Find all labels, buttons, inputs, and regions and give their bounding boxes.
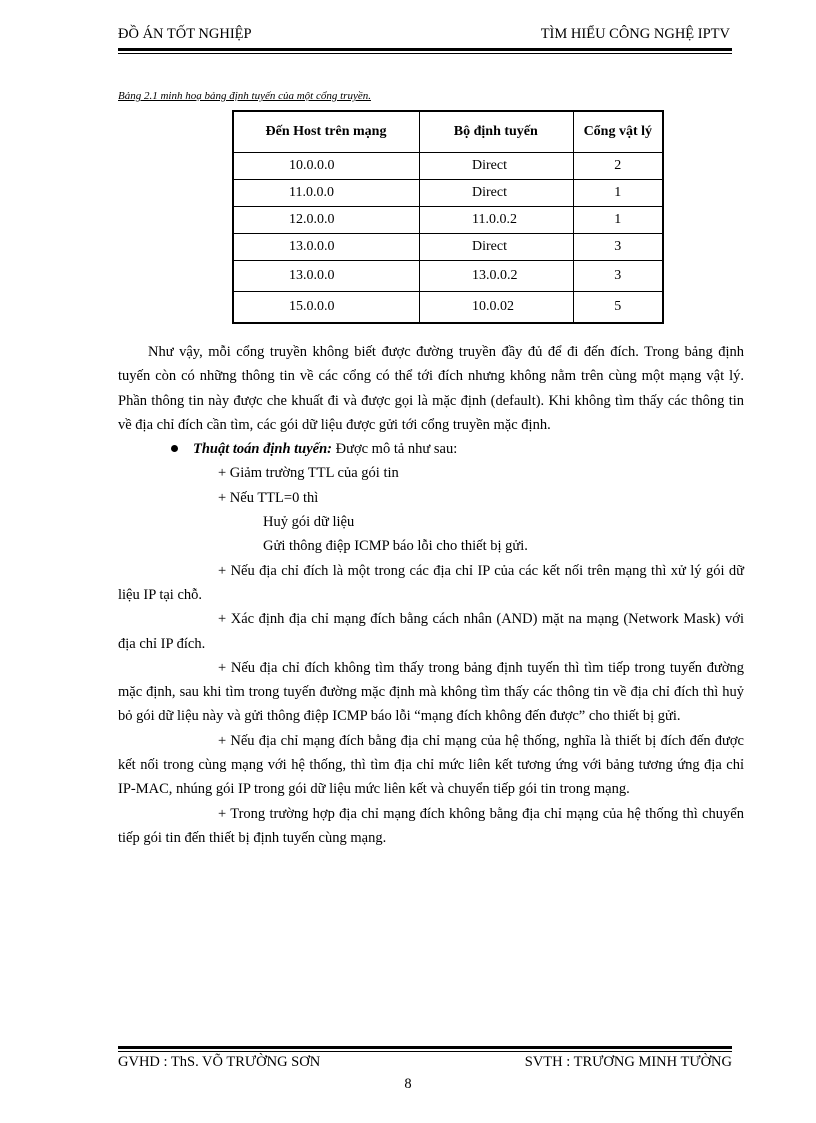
step-ttl-drop: Huỷ gói dữ liệu xyxy=(263,514,355,531)
step-same-network: + Nếu địa chỉ mạng đích bằng địa chỉ mạng của hệ thống, nghĩa là thiết bị đích đến được kết nối trong cùng mạng với hệ thống, thì tìm địa chỉ mức liên kết tương ứng với bảng tương ứng địa chỉ IP-MAC, nhúng gói IP trong gói dữ liệu mức liên kết và chuyển tiếp gói tin trong mạng. xyxy=(118,732,744,798)
header-right-title: TÌM HIỂU CÔNG NGHỆ IPTV xyxy=(540,26,730,42)
footer-student: SVTH : TRƯƠNG MINH TƯỜNG xyxy=(524,1054,732,1070)
column-header-port: Cổng vật lý xyxy=(573,111,663,153)
table-row xyxy=(233,234,663,261)
bullet-description: Được mô tả như sau: xyxy=(332,441,458,458)
table-row xyxy=(233,261,663,292)
table-row xyxy=(233,153,663,180)
footer-supervisor: GVHD : ThS. VÕ TRƯỜNG SƠN xyxy=(118,1054,321,1070)
cell-host: 11.0.0.0 xyxy=(233,180,420,207)
step-ttl-icmp: Gửi thông điệp ICMP báo lỗi cho thiết bị gửi. xyxy=(263,538,528,555)
table-row xyxy=(233,180,663,207)
column-header-host: Đến Host trên mạng xyxy=(233,111,420,153)
bullet-dot-icon xyxy=(171,445,178,452)
table-row xyxy=(233,207,663,234)
page-number: 8 xyxy=(404,1076,412,1092)
cell-router: Direct xyxy=(420,153,574,180)
cell-port: 3 xyxy=(573,261,663,292)
cell-router: 10.0.02 xyxy=(420,292,574,324)
step-forward-router: + Trong trường hợp địa chỉ mạng đích không bằng địa chỉ mạng của hệ thống thì chuyển tiếp gói tin đến thiết bị định tuyến cùng mạng. xyxy=(118,805,744,846)
table-row xyxy=(233,292,663,324)
table-caption: Bảng 2.1 minh hoạ bảng định tuyến của một cổng truyền. xyxy=(118,90,371,102)
cell-host: 12.0.0.0 xyxy=(233,207,420,234)
header-rule-thick xyxy=(118,48,732,51)
cell-host: 10.0.0.0 xyxy=(233,153,420,180)
page-header xyxy=(118,26,730,48)
cell-host: 13.0.0.0 xyxy=(233,234,420,261)
cell-host: 13.0.0.0 xyxy=(233,261,420,292)
header-left-title: ĐỒ ÁN TỐT NGHIỆP xyxy=(118,26,252,42)
cell-router: Direct xyxy=(420,234,574,261)
step-default-route: + Nếu địa chỉ đích không tìm thấy trong bảng định tuyến thì tìm tiếp trong tuyến đường mặc định, sau khi tìm trong tuyến đường mặc định mà không tìm thấy các thông tin về địa chỉ đích thì huỷ bỏ gói dữ liệu này và gửi thông điệp ICMP báo lỗi “mạng đích không đến được” cho thiết bị gửi. xyxy=(118,659,744,725)
step-ttl-zero: + Nếu TTL=0 thì xyxy=(218,489,319,506)
step-local-delivery: + Nếu địa chỉ đích là một trong các địa chỉ IP của các kết nối trên mạng thì xử lý gói dữ liệu IP tại chỗ. xyxy=(118,562,744,603)
cell-router: Direct xyxy=(420,180,574,207)
cell-port: 3 xyxy=(573,234,663,261)
header-rule-thin xyxy=(118,53,732,54)
step-network-mask: + Xác định địa chỉ mạng đích bằng cách nhân (AND) mặt na mạng (Network Mask) với địa chỉ IP đích. xyxy=(118,611,744,652)
cell-port: 1 xyxy=(573,180,663,207)
column-header-router: Bộ định tuyến xyxy=(420,111,574,153)
cell-router: 13.0.0.2 xyxy=(420,261,574,292)
cell-host: 15.0.0.0 xyxy=(233,292,420,324)
paragraph-intro: Như vậy, mỗi cổng truyền không biết được đường truyền đầy đủ để đi đến đích. Trong bảng định tuyến còn có những thông tin về các cổng có thể tới đích nhưng không nằm trên cùng một mạng vật lý. Phần thông tin này được che khuất đi và được gọi là mặc định (default). Khi không tìm thấy các thông tin về địa chỉ đích cần tìm, các gói dữ liệu được gửi tới cổng truyền mặc định. xyxy=(118,344,744,433)
cell-port: 2 xyxy=(573,153,663,180)
cell-port: 1 xyxy=(573,207,663,234)
cell-router: 11.0.0.2 xyxy=(420,207,574,234)
body-text xyxy=(118,340,744,850)
footer-rule-thin xyxy=(118,1051,732,1052)
bullet-routing-algorithm xyxy=(118,437,744,461)
cell-port: 5 xyxy=(573,292,663,324)
routing-table xyxy=(232,110,664,324)
step-ttl-decrement: + Giảm trường TTL của gói tin xyxy=(218,465,399,482)
footer-rule-thick xyxy=(118,1046,732,1049)
table-header-row xyxy=(233,111,663,153)
bullet-title: Thuật toán định tuyến: xyxy=(193,441,332,458)
